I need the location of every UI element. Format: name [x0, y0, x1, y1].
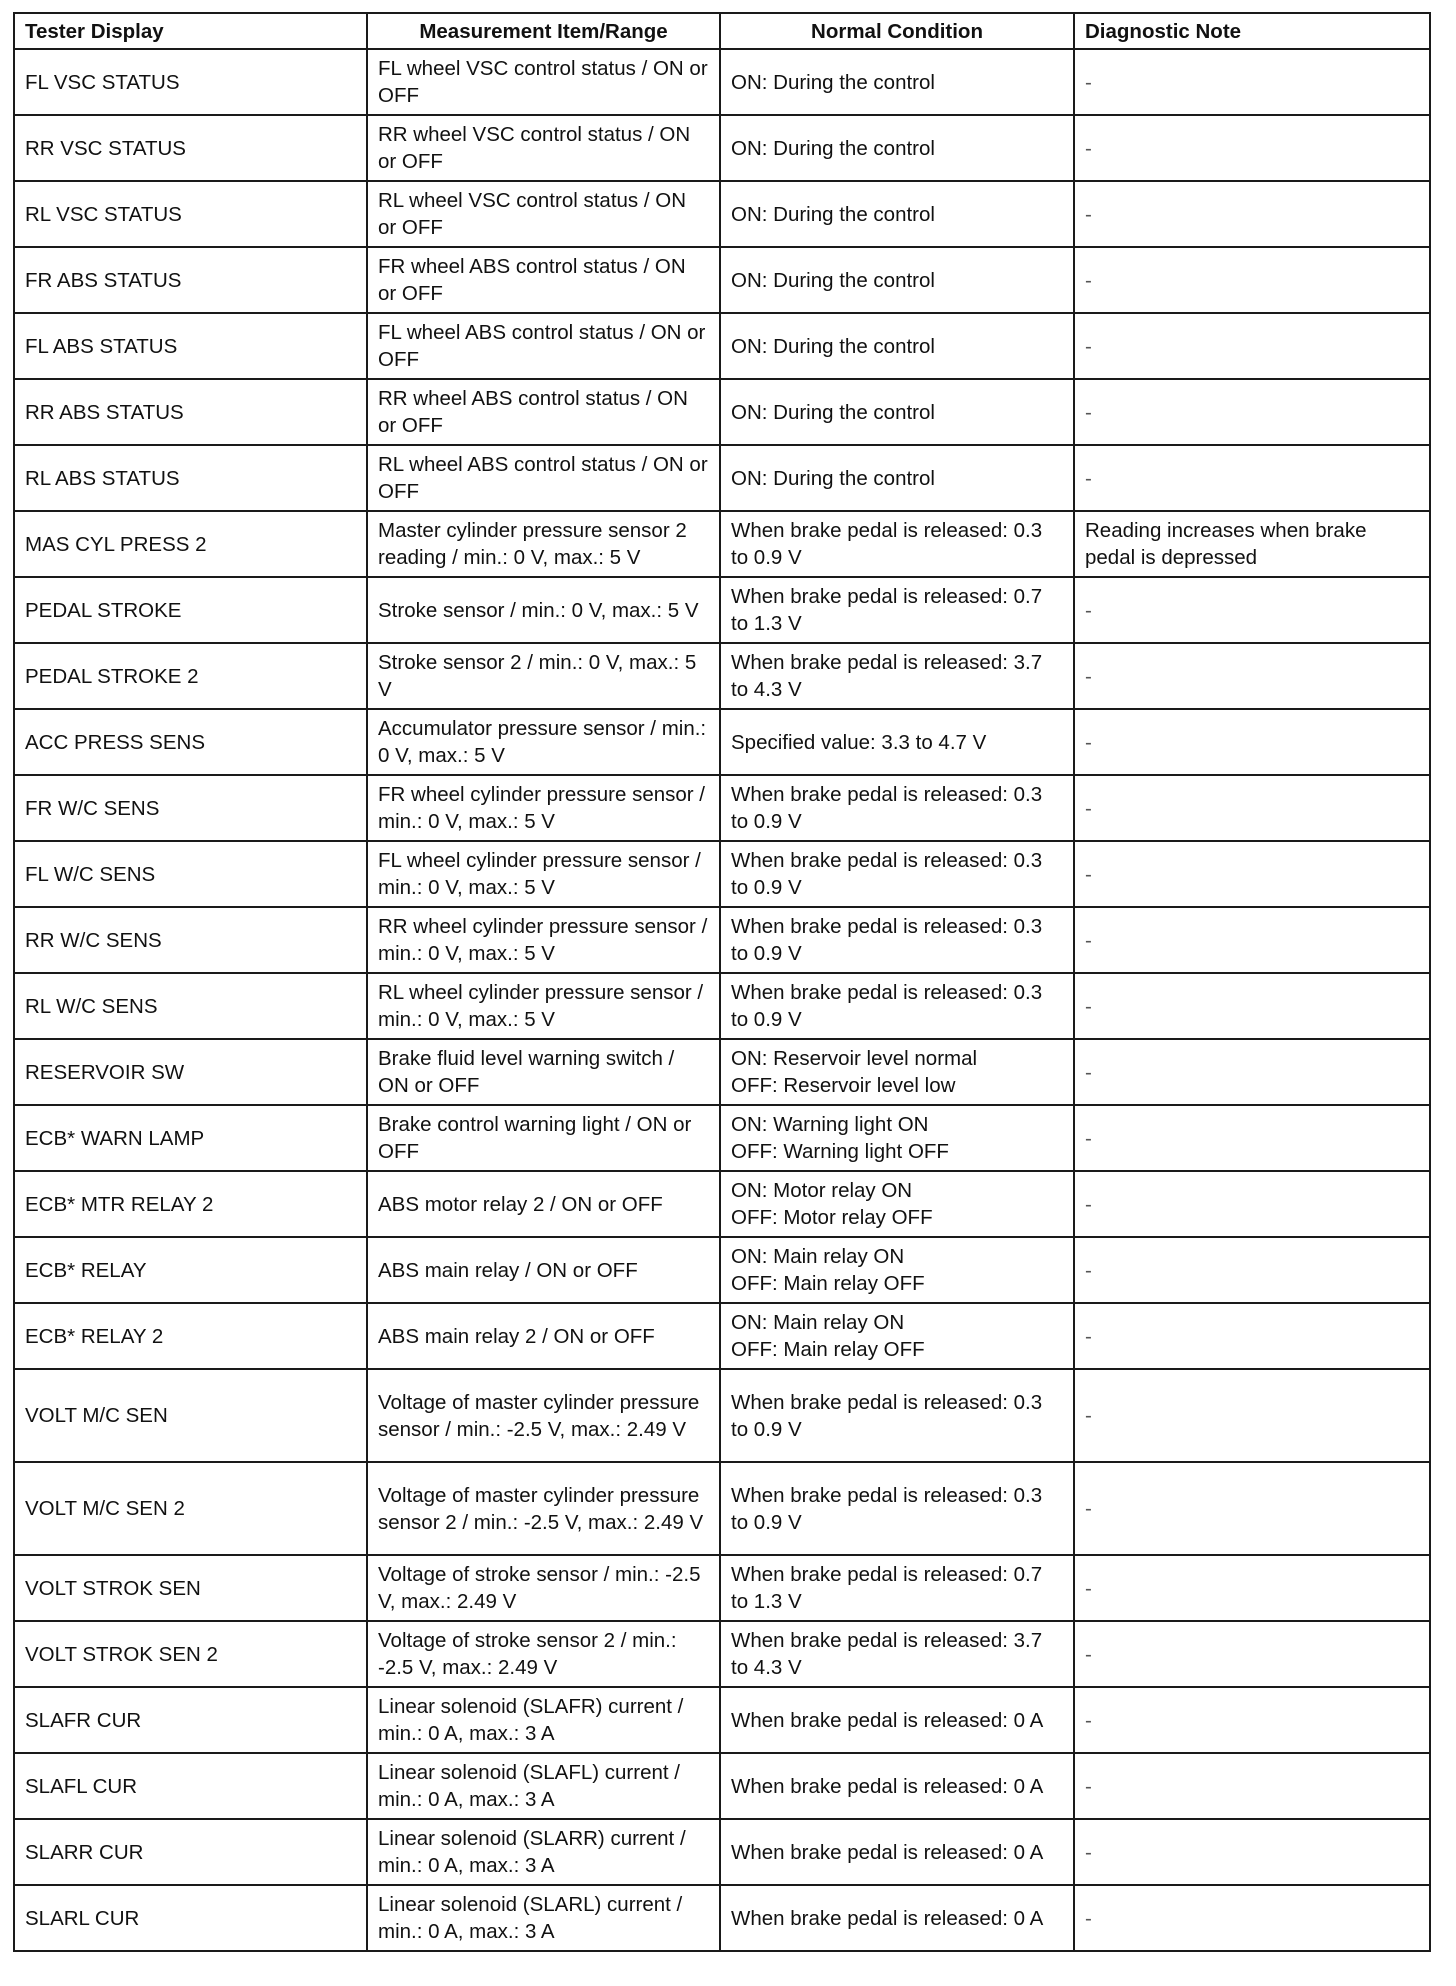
table-row	[14, 1885, 1430, 1951]
tester-display-cell: VOLT M/C SEN 2	[14, 1462, 367, 1555]
header-tester-display: Tester Display	[14, 13, 367, 49]
diagnostic-note-cell: -	[1074, 709, 1430, 775]
normal-condition-cell: ON: Main relay ON OFF: Main relay OFF	[720, 1303, 1074, 1369]
measurement-item-cell: ABS main relay 2 / ON or OFF	[367, 1303, 720, 1369]
diagnostic-note-cell: -	[1074, 445, 1430, 511]
tester-display-cell: RL VSC STATUS	[14, 181, 367, 247]
diagnostic-note-cell: -	[1074, 1621, 1430, 1687]
table-row	[14, 1105, 1430, 1171]
measurement-item-cell: FL wheel VSC control status / ON or OFF	[367, 49, 720, 115]
tester-display-cell: VOLT M/C SEN	[14, 1369, 367, 1462]
diagnostic-note-cell: -	[1074, 1885, 1430, 1951]
tester-display-cell: FL ABS STATUS	[14, 313, 367, 379]
measurement-item-cell: Linear solenoid (SLAFR) current / min.: 0 A, max.: 3 A	[367, 1687, 720, 1753]
measurement-item-cell: Brake fluid level warning switch / ON or OFF	[367, 1039, 720, 1105]
tester-display-cell: SLARL CUR	[14, 1885, 367, 1951]
diagnostic-note-cell: -	[1074, 1237, 1430, 1303]
diagnostic-note-cell: -	[1074, 775, 1430, 841]
table-row	[14, 1369, 1430, 1462]
tester-display-cell: VOLT STROK SEN 2	[14, 1621, 367, 1687]
normal-condition-cell: When brake pedal is released: 0.3 to 0.9 V	[720, 841, 1074, 907]
table-row	[14, 1687, 1430, 1753]
tester-display-cell: RESERVOIR SW	[14, 1039, 367, 1105]
tester-display-cell: PEDAL STROKE	[14, 577, 367, 643]
table-row	[14, 1462, 1430, 1555]
diagnostic-note-cell: -	[1074, 841, 1430, 907]
normal-condition-cell: When brake pedal is released: 0 A	[720, 1819, 1074, 1885]
normal-condition-cell: ON: During the control	[720, 247, 1074, 313]
tester-display-cell: RR ABS STATUS	[14, 379, 367, 445]
normal-condition-cell: When brake pedal is released: 0.3 to 0.9 V	[720, 511, 1074, 577]
diagnostic-note-cell: -	[1074, 1753, 1430, 1819]
table-row	[14, 841, 1430, 907]
normal-condition-cell: When brake pedal is released: 0.7 to 1.3 V	[720, 577, 1074, 643]
table-row	[14, 115, 1430, 181]
normal-condition-cell: ON: During the control	[720, 379, 1074, 445]
tester-display-cell: ECB* WARN LAMP	[14, 1105, 367, 1171]
measurement-item-cell: Linear solenoid (SLARR) current / min.: 0 A, max.: 3 A	[367, 1819, 720, 1885]
normal-condition-cell: ON: Main relay ON OFF: Main relay OFF	[720, 1237, 1074, 1303]
table-row	[14, 1819, 1430, 1885]
header-measurement-item: Measurement Item/Range	[367, 13, 720, 49]
normal-condition-cell: ON: During the control	[720, 115, 1074, 181]
measurement-item-cell: Accumulator pressure sensor / min.: 0 V, max.: 5 V	[367, 709, 720, 775]
diagnostic-note-cell: -	[1074, 379, 1430, 445]
normal-condition-cell: When brake pedal is released: 0.7 to 1.3 V	[720, 1555, 1074, 1621]
table-row	[14, 49, 1430, 115]
diagnostic-note-cell: -	[1074, 907, 1430, 973]
data-list-table	[13, 12, 1431, 1952]
table-row	[14, 313, 1430, 379]
tester-display-cell: FR ABS STATUS	[14, 247, 367, 313]
table-body	[14, 49, 1430, 1951]
tester-display-cell: VOLT STROK SEN	[14, 1555, 367, 1621]
measurement-item-cell: Voltage of stroke sensor 2 / min.: -2.5 V, max.: 2.49 V	[367, 1621, 720, 1687]
normal-condition-cell: ON: Motor relay ON OFF: Motor relay OFF	[720, 1171, 1074, 1237]
measurement-item-cell: FR wheel ABS control status / ON or OFF	[367, 247, 720, 313]
table-row	[14, 1753, 1430, 1819]
diagnostic-note-cell: -	[1074, 1462, 1430, 1555]
normal-condition-cell: When brake pedal is released: 0 A	[720, 1885, 1074, 1951]
tester-display-cell: ECB* MTR RELAY 2	[14, 1171, 367, 1237]
table-row	[14, 445, 1430, 511]
measurement-item-cell: Linear solenoid (SLARL) current / min.: 0 A, max.: 3 A	[367, 1885, 720, 1951]
measurement-item-cell: Voltage of master cylinder pressure sensor 2 / min.: -2.5 V, max.: 2.49 V	[367, 1462, 720, 1555]
tester-display-cell: SLAFR CUR	[14, 1687, 367, 1753]
normal-condition-cell: When brake pedal is released: 3.7 to 4.3 V	[720, 1621, 1074, 1687]
table-row	[14, 379, 1430, 445]
normal-condition-cell: When brake pedal is released: 0.3 to 0.9 V	[720, 1462, 1074, 1555]
table-row	[14, 643, 1430, 709]
tester-display-cell: RL ABS STATUS	[14, 445, 367, 511]
table-row	[14, 1171, 1430, 1237]
tester-display-cell: PEDAL STROKE 2	[14, 643, 367, 709]
table-row	[14, 775, 1430, 841]
diagnostic-note-cell: -	[1074, 1039, 1430, 1105]
measurement-item-cell: ABS main relay / ON or OFF	[367, 1237, 720, 1303]
diagnostic-note-cell: -	[1074, 1687, 1430, 1753]
normal-condition-cell: When brake pedal is released: 0.3 to 0.9 V	[720, 907, 1074, 973]
table-row	[14, 1039, 1430, 1105]
normal-condition-cell: ON: During the control	[720, 445, 1074, 511]
diagnostic-note-cell: -	[1074, 577, 1430, 643]
header-diagnostic-note: Diagnostic Note	[1074, 13, 1430, 49]
table-row	[14, 181, 1430, 247]
measurement-item-cell: Master cylinder pressure sensor 2 reading / min.: 0 V, max.: 5 V	[367, 511, 720, 577]
table-row	[14, 247, 1430, 313]
diagnostic-note-cell: -	[1074, 973, 1430, 1039]
table-row	[14, 907, 1430, 973]
normal-condition-cell: ON: During the control	[720, 313, 1074, 379]
diagnostic-note-cell: -	[1074, 1555, 1430, 1621]
normal-condition-cell: When brake pedal is released: 0.3 to 0.9 V	[720, 775, 1074, 841]
table-header	[14, 13, 1430, 49]
tester-display-cell: ECB* RELAY	[14, 1237, 367, 1303]
measurement-item-cell: Voltage of master cylinder pressure sensor / min.: -2.5 V, max.: 2.49 V	[367, 1369, 720, 1462]
measurement-item-cell: RL wheel VSC control status / ON or OFF	[367, 181, 720, 247]
table-row	[14, 709, 1430, 775]
measurement-item-cell: Linear solenoid (SLAFL) current / min.: 0 A, max.: 3 A	[367, 1753, 720, 1819]
normal-condition-cell: When brake pedal is released: 0.3 to 0.9 V	[720, 973, 1074, 1039]
tester-display-cell: MAS CYL PRESS 2	[14, 511, 367, 577]
tester-display-cell: RL W/C SENS	[14, 973, 367, 1039]
table-row	[14, 1237, 1430, 1303]
diagnostic-note-cell: -	[1074, 1303, 1430, 1369]
diagnostic-note-cell: -	[1074, 313, 1430, 379]
tester-display-cell: RR W/C SENS	[14, 907, 367, 973]
measurement-item-cell: Brake control warning light / ON or OFF	[367, 1105, 720, 1171]
normal-condition-cell: ON: During the control	[720, 49, 1074, 115]
diagnostic-note-cell: -	[1074, 1369, 1430, 1462]
normal-condition-cell: When brake pedal is released: 3.7 to 4.3 V	[720, 643, 1074, 709]
measurement-item-cell: RR wheel VSC control status / ON or OFF	[367, 115, 720, 181]
measurement-item-cell: ABS motor relay 2 / ON or OFF	[367, 1171, 720, 1237]
measurement-item-cell: Stroke sensor 2 / min.: 0 V, max.: 5 V	[367, 643, 720, 709]
measurement-item-cell: FR wheel cylinder pressure sensor / min.: 0 V, max.: 5 V	[367, 775, 720, 841]
measurement-item-cell: Stroke sensor / min.: 0 V, max.: 5 V	[367, 577, 720, 643]
measurement-item-cell: RL wheel cylinder pressure sensor / min.: 0 V, max.: 5 V	[367, 973, 720, 1039]
diagnostic-note-cell: -	[1074, 49, 1430, 115]
normal-condition-cell: When brake pedal is released: 0 A	[720, 1687, 1074, 1753]
tester-display-cell: SLARR CUR	[14, 1819, 367, 1885]
measurement-item-cell: RR wheel cylinder pressure sensor / min.: 0 V, max.: 5 V	[367, 907, 720, 973]
header-normal-condition: Normal Condition	[720, 13, 1074, 49]
tester-display-cell: RR VSC STATUS	[14, 115, 367, 181]
diagnostic-note-cell: -	[1074, 1171, 1430, 1237]
tester-display-cell: FR W/C SENS	[14, 775, 367, 841]
table-row	[14, 577, 1430, 643]
measurement-item-cell: FL wheel ABS control status / ON or OFF	[367, 313, 720, 379]
normal-condition-cell: Specified value: 3.3 to 4.7 V	[720, 709, 1074, 775]
table-row	[14, 1303, 1430, 1369]
diagnostic-note-cell: -	[1074, 115, 1430, 181]
table-row	[14, 1621, 1430, 1687]
tester-display-cell: FL W/C SENS	[14, 841, 367, 907]
diagnostic-note-cell: -	[1074, 643, 1430, 709]
tester-display-cell: SLAFL CUR	[14, 1753, 367, 1819]
diagnostic-note-cell: -	[1074, 247, 1430, 313]
diagnostic-note-cell: -	[1074, 1105, 1430, 1171]
measurement-item-cell: Voltage of stroke sensor / min.: -2.5 V, max.: 2.49 V	[367, 1555, 720, 1621]
tester-display-cell: ACC PRESS SENS	[14, 709, 367, 775]
tester-display-cell: FL VSC STATUS	[14, 49, 367, 115]
diagnostic-note-cell: -	[1074, 181, 1430, 247]
diagnostic-note-cell: Reading increases when brake pedal is depressed	[1074, 511, 1430, 577]
normal-condition-cell: ON: Reservoir level normal OFF: Reservoir level low	[720, 1039, 1074, 1105]
measurement-item-cell: RL wheel ABS control status / ON or OFF	[367, 445, 720, 511]
table-row	[14, 973, 1430, 1039]
normal-condition-cell: When brake pedal is released: 0.3 to 0.9 V	[720, 1369, 1074, 1462]
measurement-item-cell: FL wheel cylinder pressure sensor / min.: 0 V, max.: 5 V	[367, 841, 720, 907]
normal-condition-cell: When brake pedal is released: 0 A	[720, 1753, 1074, 1819]
header-row	[14, 13, 1430, 49]
diagnostic-note-cell: -	[1074, 1819, 1430, 1885]
table-row	[14, 511, 1430, 577]
measurement-item-cell: RR wheel ABS control status / ON or OFF	[367, 379, 720, 445]
normal-condition-cell: ON: Warning light ON OFF: Warning light OFF	[720, 1105, 1074, 1171]
tester-display-cell: ECB* RELAY 2	[14, 1303, 367, 1369]
normal-condition-cell: ON: During the control	[720, 181, 1074, 247]
table-row	[14, 1555, 1430, 1621]
